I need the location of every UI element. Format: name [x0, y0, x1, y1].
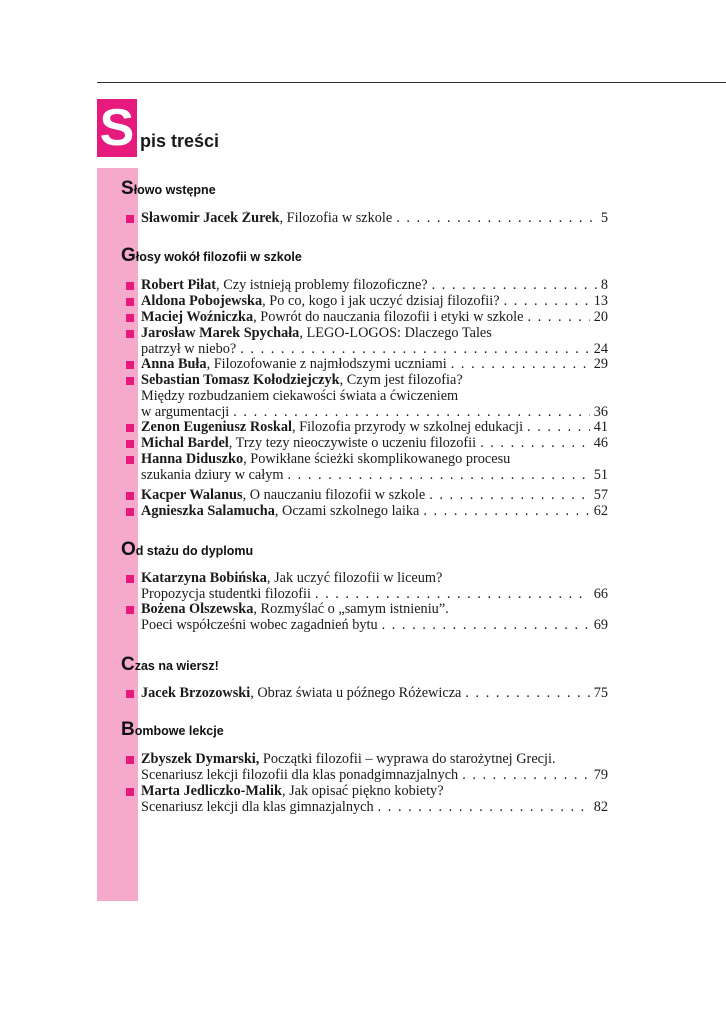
entry-title: , Filozofowanie z najmłodszymi uczniami [206, 357, 447, 372]
entry-author: Hanna Diduszko [141, 452, 244, 467]
section-heading [121, 719, 224, 741]
page-title: pis treści [140, 131, 220, 151]
toc-entry-line [141, 373, 608, 389]
bullet-square-icon [126, 424, 134, 432]
entry-title: , Rozmyślać o „samym istnieniu”. [253, 602, 449, 617]
bullet-square-icon [126, 282, 134, 290]
toc-entry-line [141, 452, 608, 468]
entry-author: Zenon Eugeniusz Roskal [141, 420, 292, 435]
entry-text [141, 571, 442, 586]
entry-title: , Jak opisać piękno kobiety? [281, 784, 444, 799]
entry-text [141, 504, 419, 520]
section-heading-initial: G [121, 245, 136, 266]
section-heading-text: łosy wokół filozofii w szkole [135, 250, 302, 264]
toc-entry-line [141, 752, 608, 768]
entry-title: Początki filozofii – wyprawa do starożytnej Grecji. [259, 752, 556, 767]
entry-text [141, 784, 444, 799]
page-number: 46 [593, 436, 608, 451]
section-heading [121, 654, 219, 676]
section-heading [121, 245, 302, 267]
entry-author: Jacek Brzozowski [141, 686, 251, 701]
entry-text [141, 420, 523, 436]
bullet-square-icon [126, 361, 134, 369]
entry-title: w argumentacji [141, 404, 230, 420]
entry-text [141, 488, 425, 504]
toc-entry-line [141, 436, 608, 452]
entry-author: Robert Piłat [141, 278, 217, 293]
entry-title: , Czym jest filozofia? [339, 373, 463, 388]
toc-entry-line [141, 587, 608, 603]
entry-text [141, 278, 428, 294]
toc-entry-line [141, 420, 608, 436]
page-number: 8 [600, 278, 608, 293]
entry-author: Maciej Woźniczka [141, 310, 254, 325]
dot-leader [447, 357, 590, 373]
bullet-square-icon [126, 606, 134, 614]
page-number: 24 [593, 341, 608, 357]
toc-entry[interactable] [124, 784, 608, 816]
dot-leader [428, 278, 597, 294]
toc-entry-line [141, 294, 608, 310]
page-number: 51 [593, 467, 608, 483]
section-heading-initial: S [121, 178, 134, 199]
toc-entry[interactable] [124, 420, 608, 436]
page-number: 75 [593, 686, 608, 701]
entry-author: Marta Jedliczko-Malik [141, 784, 282, 799]
page-number: 66 [593, 586, 608, 602]
toc-entry[interactable] [124, 488, 608, 504]
entry-author: Jarosław Marek Spychała [141, 326, 300, 341]
entry-author: Katarzyna Bobińska [141, 571, 267, 586]
section-heading-initial: O [121, 539, 136, 560]
entry-author: Agnieszka Salamucha [141, 504, 275, 519]
entry-text [141, 389, 458, 404]
entry-text [141, 357, 447, 373]
toc-entry-line [141, 326, 608, 342]
page-number: 57 [593, 488, 608, 503]
toc-entry[interactable] [124, 752, 608, 784]
bullet-square-icon [126, 314, 134, 322]
entry-title: , O nauczaniu filozofii w szkole [242, 488, 426, 503]
toc-entry-line [141, 686, 608, 702]
entry-title: patrzył w niebo? [141, 341, 237, 357]
entry-text [141, 373, 463, 388]
section-heading-initial: B [121, 719, 135, 740]
page-number: 62 [593, 504, 608, 519]
toc-entry-line [141, 768, 608, 784]
toc-entry-line [141, 800, 608, 816]
dot-leader [284, 468, 590, 484]
dot-leader [524, 310, 590, 326]
entry-text [141, 326, 492, 341]
entry-author: Kacper Walanus [141, 488, 243, 503]
bullet-square-icon [126, 330, 134, 338]
toc-entry[interactable] [124, 357, 608, 373]
section-heading-text: ombowe lekcje [134, 724, 224, 738]
entry-author: Bożena Olszewska [141, 602, 254, 617]
toc-entry[interactable] [124, 602, 608, 634]
entry-title: , Powikłane ścieżki skomplikowanego procesu [243, 452, 511, 467]
dot-leader [311, 587, 590, 603]
toc-entry-line [141, 504, 608, 520]
toc-entry[interactable] [124, 452, 608, 484]
toc-entry[interactable] [124, 310, 608, 326]
section-heading-initial: C [121, 654, 135, 675]
toc-entry[interactable] [124, 278, 608, 294]
entry-text [141, 468, 284, 484]
section-heading-text: zas na wiersz! [134, 659, 219, 673]
page-number: 13 [593, 294, 608, 309]
entry-text [141, 436, 476, 452]
entry-text [141, 452, 510, 467]
entry-title: Scenariusz lekcji dla klas gimnazjalnych [141, 799, 374, 815]
entry-text [141, 618, 378, 634]
toc-entry-line [141, 468, 608, 484]
toc-entry[interactable] [124, 294, 608, 310]
section-heading [121, 178, 216, 200]
page-number: 69 [593, 617, 608, 633]
bullet-square-icon [126, 492, 134, 500]
entry-author: Aldona Pobojewska [141, 294, 263, 309]
bullet-square-icon [126, 575, 134, 583]
bullet-square-icon [126, 690, 134, 698]
entry-text [141, 294, 500, 310]
dot-leader [425, 488, 590, 504]
toc-entry-line [141, 357, 608, 373]
entry-text [141, 342, 236, 358]
entry-text [141, 310, 524, 326]
entry-title: Między rozbudzaniem ciekawości świata a ćwiczeniem [141, 388, 459, 404]
toc-entry[interactable] [124, 436, 608, 452]
dot-leader [461, 686, 589, 702]
toc-entry-line [141, 389, 608, 405]
dot-leader [458, 768, 589, 784]
entry-title: , Po co, kogo i jak uczyć dzisiaj filozofii? [262, 294, 500, 309]
dot-leader [392, 211, 597, 227]
entry-author: Sebastian Tomasz Kołodziejczyk [141, 373, 340, 388]
entry-title: , Trzy tezy nieoczywiste o uczeniu filozofii [228, 436, 477, 451]
dot-leader [419, 504, 589, 520]
section-heading [121, 539, 253, 561]
entry-title: , Obraz świata u późnego Różewicza [250, 686, 462, 701]
section-heading-text: łowo wstępne [133, 183, 216, 197]
toc-entry[interactable] [124, 373, 608, 420]
bullet-square-icon [126, 298, 134, 306]
entry-title: , LEGO-LOGOS: Dlaczego Tales [299, 326, 492, 341]
toc-entry[interactable] [124, 211, 608, 227]
entry-text [141, 686, 461, 702]
entry-title: , Powrót do nauczania filozofii i etyki w szkole [253, 310, 524, 325]
toc-entry-line [141, 784, 608, 800]
dot-leader [378, 618, 590, 634]
bullet-square-icon [126, 440, 134, 448]
toc-entry-line [141, 602, 608, 618]
toc-entry[interactable] [124, 326, 608, 358]
dot-leader [374, 800, 590, 816]
entry-text [141, 768, 458, 784]
toc-entry-line [141, 405, 608, 421]
bullet-square-icon [126, 756, 134, 764]
entry-author: Michal Bardel [141, 436, 229, 451]
title-initial: S [97, 99, 137, 157]
entry-title: Propozycja studentki filozofii [141, 586, 311, 602]
entry-text [141, 800, 374, 816]
dot-leader [523, 420, 590, 436]
bullet-square-icon [126, 377, 134, 385]
dot-leader [229, 405, 589, 421]
entry-text [141, 587, 311, 603]
entry-author: Zbyszek Dymarski, [141, 752, 260, 767]
entry-title: , Oczami szkolnego laika [274, 504, 420, 519]
entry-title: Poeci współcześni wobec zagadnień bytu [141, 617, 378, 633]
page-number: 82 [593, 799, 608, 815]
toc-entry-line [141, 618, 608, 634]
bullet-square-icon [126, 788, 134, 796]
entry-title: , Jak uczyć filozofii w liceum? [266, 571, 443, 586]
entry-text [141, 752, 556, 767]
bullet-square-icon [126, 456, 134, 464]
entry-title: , Czy istnieją problemy filozoficzne? [216, 278, 428, 293]
dot-leader [236, 342, 589, 358]
page-number: 5 [600, 211, 608, 226]
toc-entry-line [141, 488, 608, 504]
bullet-square-icon [126, 215, 134, 223]
toc-entry[interactable] [124, 571, 608, 603]
page-number: 79 [593, 767, 608, 783]
section-heading-text: d stażu do dyplomu [135, 544, 254, 558]
bullet-square-icon [126, 508, 134, 516]
toc-entry-line [141, 278, 608, 294]
toc-entry-line [141, 342, 608, 358]
entry-author: Sławomir Jacek Żurek [141, 211, 280, 226]
entry-author: Anna Buła [141, 357, 207, 372]
entry-text [141, 602, 449, 617]
toc-entry-line [141, 211, 608, 227]
page-number: 41 [593, 420, 608, 435]
entry-title: Scenariusz lekcji filozofii dla klas ponadgimnazjalnych [141, 767, 459, 783]
entry-title: , Filozofia przyrody w szkolnej edukacji [291, 420, 524, 435]
entry-title: , Filozofia w szkole [279, 211, 393, 226]
page-number: 20 [593, 310, 608, 325]
toc-entry[interactable] [124, 504, 608, 520]
dot-leader [476, 436, 590, 452]
entry-text [141, 211, 392, 227]
toc-entry-line [141, 571, 608, 587]
entry-text [141, 405, 229, 421]
page-number: 36 [593, 404, 608, 420]
page-number: 29 [593, 357, 608, 372]
top-rule [97, 82, 726, 83]
entry-title: szukania dziury w całym [141, 467, 284, 483]
toc-entry-line [141, 310, 608, 326]
toc-entry[interactable] [124, 686, 608, 702]
dot-leader [500, 294, 590, 310]
